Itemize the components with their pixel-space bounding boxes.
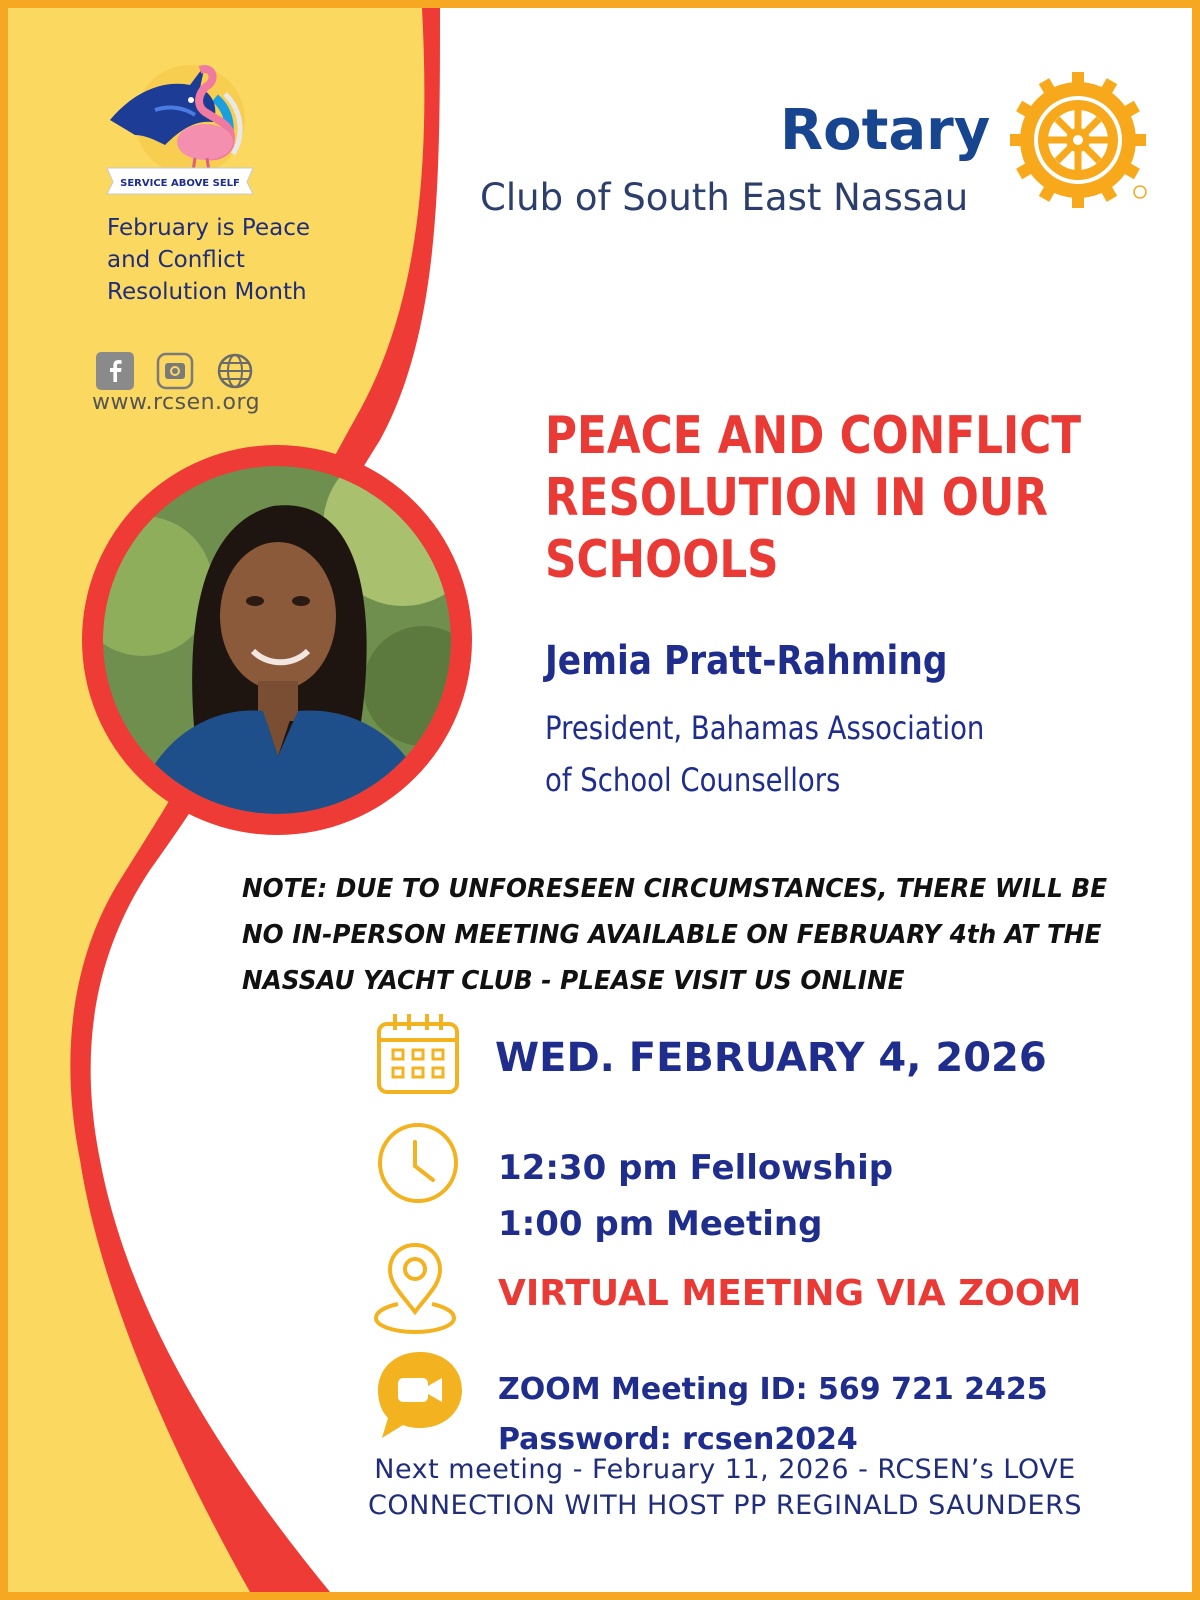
speaker-role (545, 702, 984, 806)
notice-line: NASSAU YACHT CLUB - PLEASE VISIT US ONLINE (242, 966, 905, 996)
rotary-wordmark: Rotary (780, 98, 991, 163)
globe-icon[interactable] (216, 352, 254, 390)
month-note-line: Resolution Month (107, 279, 307, 305)
headline-line: SCHOOLS (545, 530, 779, 590)
speaker-photo (103, 466, 451, 814)
fellowship-time: 12:30 pm Fellowship (498, 1148, 894, 1188)
club-emblem-banner-text: SERVICE ABOVE SELF (120, 178, 240, 189)
month-note-line: and Conflict (107, 247, 245, 273)
location-pin-icon (372, 1240, 458, 1336)
headline-line: RESOLUTION IN OUR (545, 468, 1049, 528)
club-name: Club of South East Nassau (480, 176, 969, 219)
video-chat-icon (372, 1348, 468, 1444)
instagram-icon[interactable] (156, 352, 194, 390)
event-headline (545, 405, 1082, 591)
zoom-password[interactable]: Password: rcsen2024 (498, 1422, 858, 1457)
meeting-venue: VIRTUAL MEETING VIA ZOOM (498, 1273, 1082, 1314)
event-date: WED. FEBRUARY 4, 2026 (495, 1035, 1047, 1081)
website-link[interactable]: www.rcsen.org (92, 390, 261, 415)
meeting-time: 1:00 pm Meeting (498, 1204, 823, 1244)
club-emblem-logo (95, 50, 265, 200)
clock-icon (375, 1120, 461, 1206)
cancellation-notice (242, 866, 1108, 1004)
headline-line: PEACE AND CONFLICT (545, 406, 1082, 466)
rotary-wheel-icon (1008, 70, 1148, 210)
event-times (498, 1140, 893, 1252)
next-meeting-line: Next meeting - February 11, 2026 - RCSEN’s LOVE (374, 1454, 1076, 1485)
speaker-role-line: of School Counsellors (545, 761, 841, 799)
notice-line: NOTE: DUE TO UNFORESEEN CIRCUMSTANCES, THERE WILL BE (242, 874, 1108, 904)
zoom-details (498, 1365, 1048, 1465)
calendar-icon (375, 1010, 461, 1096)
month-note-line: February is Peace (107, 215, 311, 241)
zoom-meeting-id[interactable]: ZOOM Meeting ID: 569 721 2425 (498, 1372, 1048, 1407)
next-meeting-note (300, 1452, 1150, 1524)
next-meeting-line: CONNECTION WITH HOST PP REGINALD SAUNDERS (368, 1490, 1082, 1521)
month-theme-note (107, 212, 367, 308)
speaker-name: Jemia Pratt-Rahming (545, 638, 948, 684)
social-links (96, 352, 254, 390)
facebook-icon[interactable] (96, 352, 134, 390)
notice-line: NO IN-PERSON MEETING AVAILABLE ON FEBRUARY 4th AT THE (242, 920, 1102, 950)
speaker-role-line: President, Bahamas Association (545, 709, 985, 747)
